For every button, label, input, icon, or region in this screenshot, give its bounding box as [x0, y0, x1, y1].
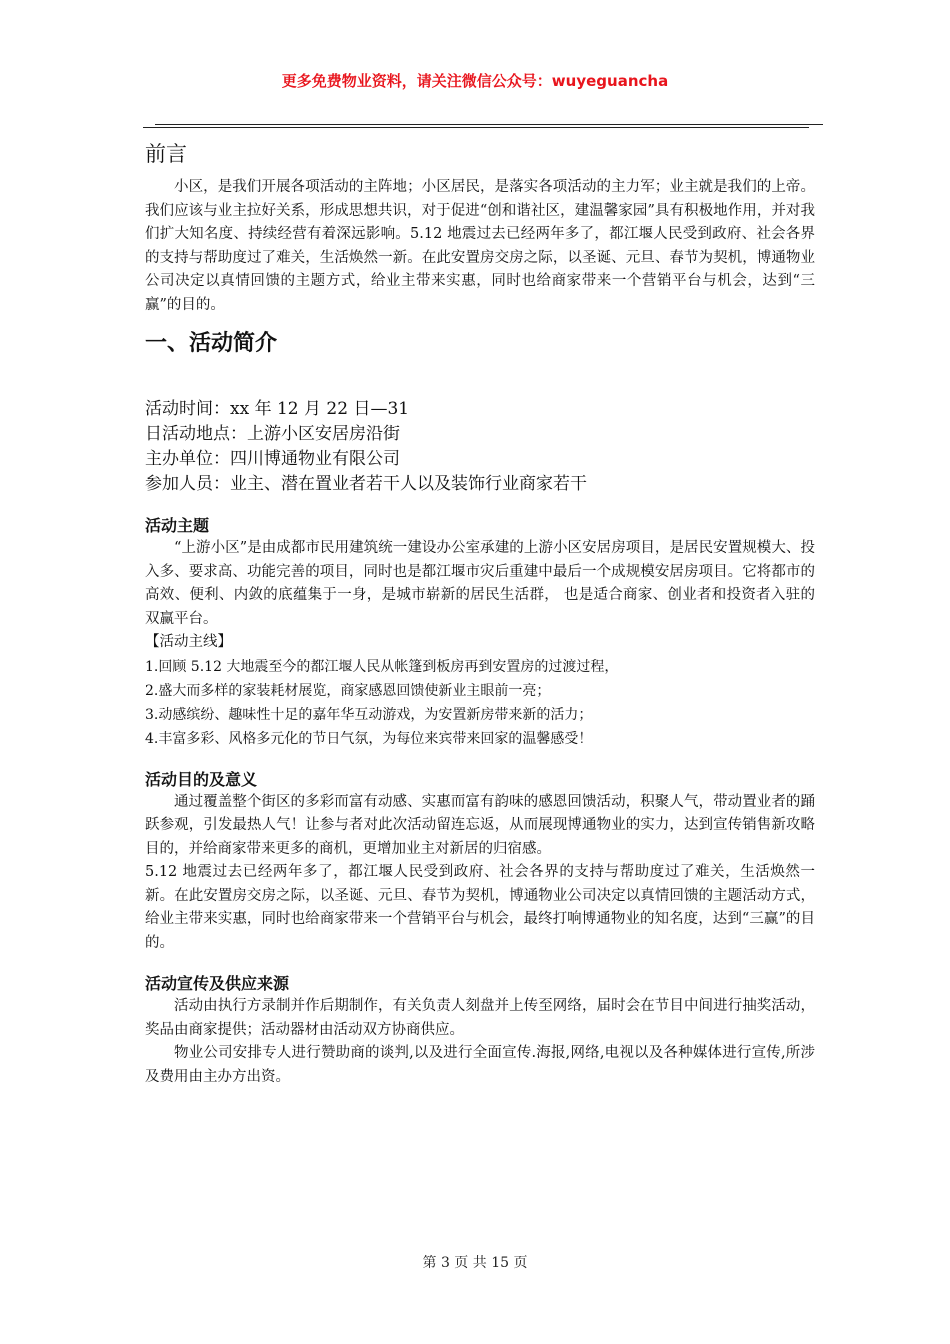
publicity-paragraph-1: 活动由执行方录制并作后期制作，有关负责人刻盘并上传至网络，届时会在节目中间进行抽奖活动，奖品由商家提供；活动器材由活动双方协商供应。	[145, 998, 815, 1038]
preface-paragraph: 小区，是我们开展各项活动的主阵地；小区居民，是落实各项活动的主力军；业主就是我们的上帝。我们应该与业主拉好关系，形成思想共识，对于促进“创和谐社区，建温馨家园”具有积极地作用，并对我们扩大知名度、持续经营有着深远影响。5.12 地震过去已经两年多了，都江堰人民受到政府、社会各界的支持与帮助度过了难关，生活焕然一新。在此安置房交房之际，以圣诞、元旦、春节为契机，博通物业公司决定以真情回馈的主题方式，给业主带来实惠，同时也给商家带来一个营销平台与机会，达到“三赢”的目的。	[145, 179, 815, 313]
list-item: 1.回顾 5.12 大地震至今的都江堰人民从帐篷到板房再到安置房的过渡过程，	[145, 658, 619, 675]
preface-title: 前言	[145, 142, 187, 166]
event-organizer: 主办单位：四川博通物业有限公司	[145, 449, 400, 469]
event-time: 活动时间：xx 年 12 月 22 日—31	[145, 399, 410, 419]
page-number: 第 3 页 共 15 页	[422, 1255, 528, 1271]
publicity-paragraph-2: 物业公司安排专人进行赞助商的谈判,以及进行全面宣传.海报,网络,电视以及各种媒体进行宣传,所涉及费用由主办方出资。	[145, 1045, 815, 1085]
event-location: 日活动地点：上游小区安居房沿街	[145, 424, 400, 444]
publicity-title: 活动宣传及供应来源	[145, 974, 290, 993]
event-info-block	[145, 397, 815, 497]
header-rule-secondary	[143, 127, 809, 128]
purpose-paragraph-2: 5.12 地震过去已经两年多了，都江堰人民受到政府、社会各界的支持与帮助度过了难关，生活焕然一新。在此安置房交房之际，以圣诞、元旦、春节为契机，博通物业公司决定以真情回馈的主题活动方式，给业主带来实惠，同时也给商家带来一个营销平台与机会，最终打响博通物业的知名度，达到“三赢”的目的。	[145, 864, 815, 951]
theme-title: 活动主题	[145, 516, 210, 535]
list-item: 4.丰富多彩、风格多元化的节日气氛，为每位来宾带来回家的温馨感受！	[145, 730, 593, 747]
list-item: 3.动感缤纷、趣味性十足的嘉年华互动游戏，为安置新房带来新的活力；	[145, 706, 593, 723]
header-rule	[155, 124, 823, 125]
document-body	[145, 140, 815, 1089]
section-title-overview: 一、活动简介	[145, 331, 278, 356]
theme-paragraph: “上游小区”是由成都市民用建筑统一建设办公室承建的上游小区安居房项目，是居民安置规模大、投入多、要求高、功能完善的项目，同时也是都江堰市灾后重建中最后一个成规模安居房项目。它将都市的高效、便利、内敛的底蕴集于一身，是城市崭新的居民生活群， 也是适合商家、创业者和投资者入驻的双赢平台。	[145, 540, 815, 627]
list-item: 2.盛大而多样的家装耗材展览，商家感恩回馈使新业主眼前一亮；	[145, 682, 551, 699]
wechat-banner: 更多免费物业资料，请关注微信公众号：wuyeguancha	[281, 72, 669, 90]
event-participants: 参加人员：业主、潜在置业者若干人以及装饰行业商家若干	[145, 474, 587, 494]
purpose-paragraph-1: 通过覆盖整个街区的多彩而富有动感、实惠而富有韵味的感恩回馈活动，积聚人气，带动置业者的踊跃参观，引发最热人气！让参与者对此次活动留连忘返，从而展现博通物业的实力，达到宣传销售新攻略目的，并给商家带来更多的商机，更增加业主对新居的归宿感。	[145, 793, 815, 857]
purpose-title: 活动目的及意义	[145, 769, 258, 789]
mainline-label: 【活动主线】	[145, 634, 232, 650]
